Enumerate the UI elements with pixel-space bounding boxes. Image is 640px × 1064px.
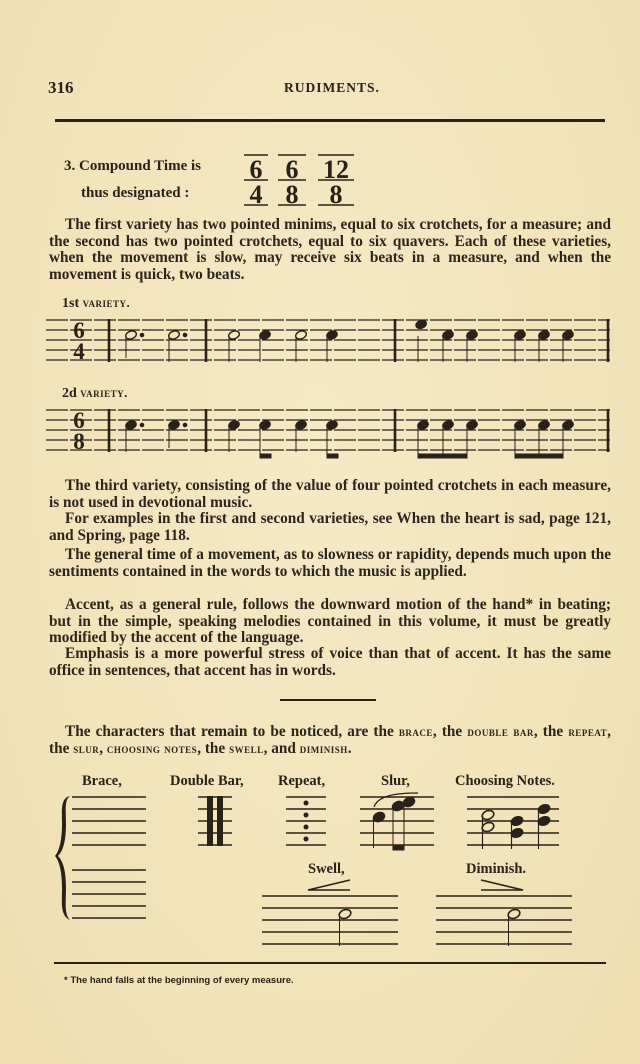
footnote: * The hand falls at the beginning of every measure. [64,975,294,986]
paragraph-characters: The characters that remain to be noticed, are the brace, the double bar, the repeat, the slur, choosing notes, the swell, and diminish. [49,723,611,757]
paragraph-accent: Accent, as a general rule, follows the downward motion of the hand* in beating; but in the simple, speaking melodies contained in this volume, it must be greatly modified by the accent of the language. [49,596,611,647]
diminish-label: Diminish. [466,861,527,877]
svg-text:12: 12 [323,155,349,184]
choosing-notes-example [467,795,563,851]
svg-text:8: 8 [329,180,343,209]
second-variety-label: 2d variety. [62,385,128,401]
svg-text:4: 4 [73,339,85,364]
measure-2 [227,419,338,458]
second-variety-staff [46,406,614,462]
choosing-notes-label: Choosing Notes. [455,773,555,789]
first-variety-staff [46,316,614,366]
diminish-example [434,878,574,948]
crescendo-hairpin-icon [308,880,350,890]
compound-time-label: 3. Compound Time is [64,158,201,174]
measure-1 [125,330,187,362]
double-bar-example [198,795,234,847]
time-signature-6-8 [278,155,306,209]
svg-text:6: 6 [285,155,299,184]
page-number: 316 [48,78,74,97]
measure-2 [228,329,339,362]
paragraph-varieties: The first variety has two pointed minims, equal to six crotchets, for a measure; and the second has two pointed crotchets, equal to six quavers. Each of these varieties, when the movement is slow, may receive six beats in a measure, and when the movement is quick, two beats. [49,216,611,283]
double-bar-icon [207,796,213,846]
slur-label: Slur, [381,773,410,789]
paragraph-emphasis: Emphasis is a more powerful stress of voice than that of accent. It has the same office in sentences, that accent has in words. [49,645,611,679]
brace-label: Brace, [82,773,122,789]
first-variety-label: 1st variety. [62,295,131,311]
time-signature-6-4 [244,155,268,209]
diminuendo-hairpin-icon [481,880,523,890]
svg-text:4: 4 [249,180,263,209]
time-signatures [240,150,370,210]
svg-text:6: 6 [73,408,85,433]
time-signature-12-8 [318,155,354,209]
paragraph-general-time: The general time of a movement, as to slowness or rapidity, depends much upon the sentiments contained in the words to which the music is applied. [49,546,611,580]
swell-label: Swell, [308,861,345,877]
compound-time-label-2: thus designated : [81,185,190,201]
footnote-rule [54,962,606,964]
measure-1 [124,419,186,452]
paragraph-examples: For examples in the first and second varieties, see When the heart is sad, page 121, and Spring, page 118. [49,510,611,544]
swell-example [260,878,400,948]
double-bar-label: Double Bar, [170,773,244,789]
slur-example [360,790,436,852]
measure-3 [416,419,574,458]
paragraph-third-variety: The third variety, consisting of the value of four pointed crotchets in each measure, is not used in devotional music. [49,477,611,511]
repeat-label: Repeat, [278,773,326,789]
repeat-example [286,795,328,847]
brace-icon [55,796,70,920]
running-head: RUDIMENTS. [284,80,380,95]
header-rule [55,119,605,122]
svg-text:6: 6 [249,155,263,184]
svg-text:6: 6 [73,318,85,343]
brace-example [54,794,154,926]
svg-text:8: 8 [285,180,299,209]
svg-text:8: 8 [73,429,85,454]
section-divider [280,699,376,701]
